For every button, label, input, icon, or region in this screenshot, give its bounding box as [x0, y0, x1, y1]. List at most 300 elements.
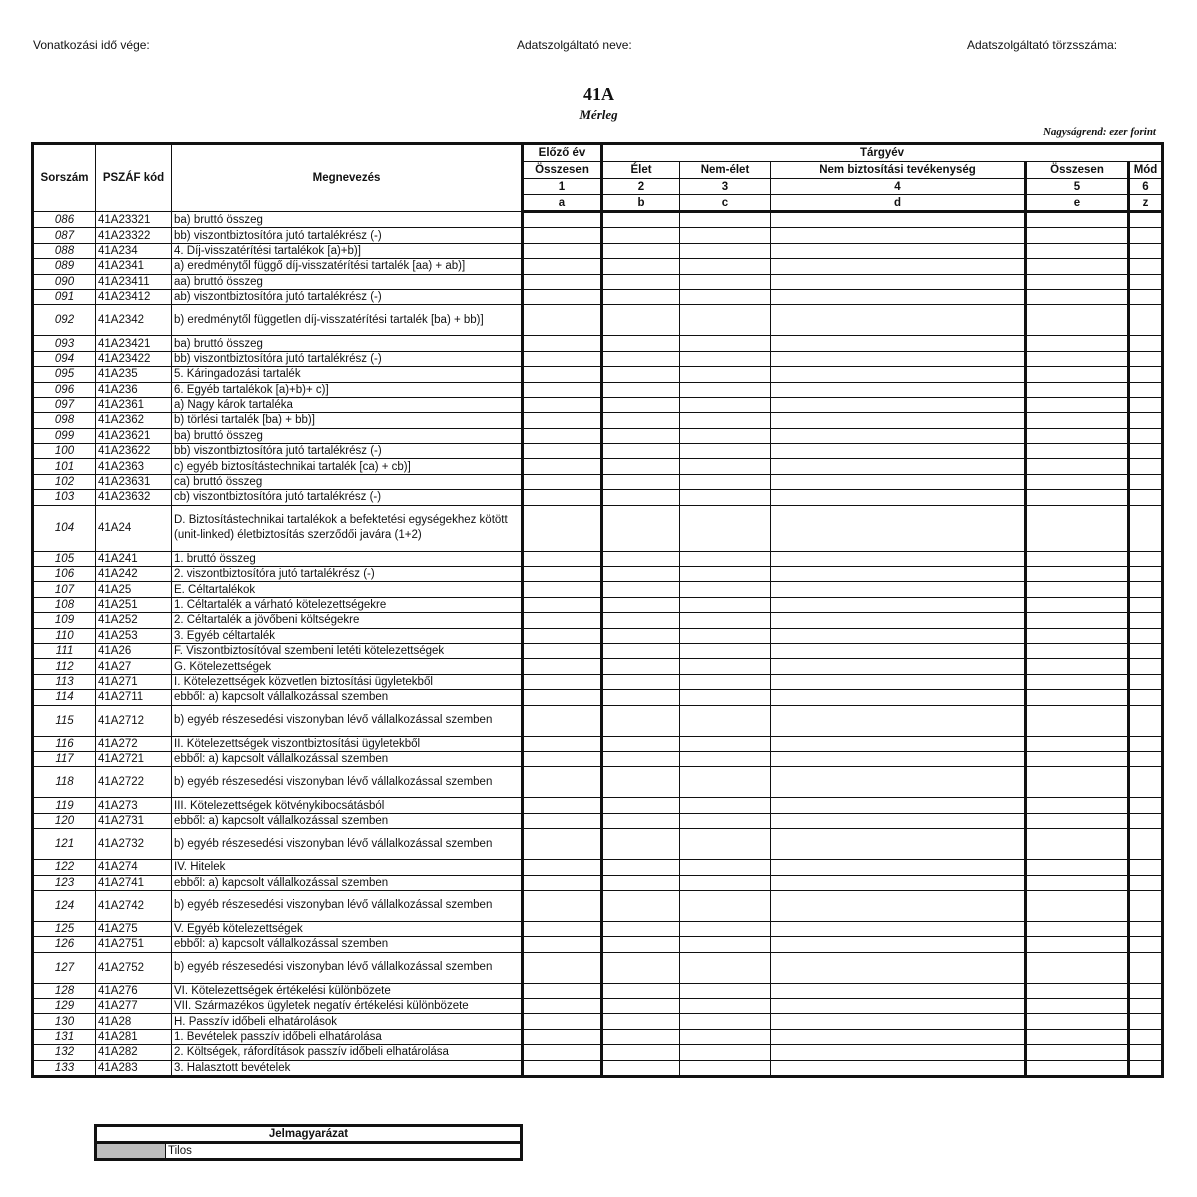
cell-elet[interactable] [602, 705, 680, 736]
cell-mod[interactable] [1129, 643, 1163, 658]
cell-mod[interactable] [1129, 274, 1163, 289]
cell-osszesen[interactable] [1026, 336, 1129, 351]
cell-osszesen[interactable] [1026, 829, 1129, 860]
cell-elet[interactable] [602, 336, 680, 351]
cell-osszesen[interactable] [1026, 659, 1129, 674]
cell-mod[interactable] [1129, 890, 1163, 921]
cell-elet[interactable] [602, 860, 680, 875]
cell-prev-total[interactable] [523, 351, 602, 366]
cell-nem-biztositasi[interactable] [771, 228, 1026, 243]
cell-prev-total[interactable] [523, 490, 602, 505]
cell-nem-elet[interactable] [680, 1014, 771, 1029]
cell-osszesen[interactable] [1026, 643, 1129, 658]
cell-mod[interactable] [1129, 921, 1163, 936]
cell-osszesen[interactable] [1026, 428, 1129, 443]
cell-osszesen[interactable] [1026, 274, 1129, 289]
cell-mod[interactable] [1129, 567, 1163, 582]
cell-prev-total[interactable] [523, 551, 602, 566]
cell-nem-elet[interactable] [680, 505, 771, 551]
cell-osszesen[interactable] [1026, 983, 1129, 998]
cell-osszesen[interactable] [1026, 1014, 1129, 1029]
cell-elet[interactable] [602, 351, 680, 366]
cell-nem-elet[interactable] [680, 921, 771, 936]
cell-mod[interactable] [1129, 397, 1163, 412]
row-code: 41A2732 [96, 829, 172, 860]
cell-nem-elet[interactable] [680, 474, 771, 489]
cell-nem-elet[interactable] [680, 798, 771, 813]
cell-nem-biztositasi[interactable] [771, 798, 1026, 813]
cell-osszesen[interactable] [1026, 613, 1129, 628]
cell-prev-total[interactable] [523, 567, 602, 582]
cell-elet[interactable] [602, 999, 680, 1014]
cell-elet[interactable] [602, 413, 680, 428]
cell-prev-total[interactable] [523, 397, 602, 412]
cell-nem-biztositasi[interactable] [771, 829, 1026, 860]
cell-mod[interactable] [1129, 1060, 1163, 1076]
cell-osszesen[interactable] [1026, 289, 1129, 304]
cell-nem-elet[interactable] [680, 860, 771, 875]
cell-elet[interactable] [602, 567, 680, 582]
cell-prev-total[interactable] [523, 628, 602, 643]
cell-prev-total[interactable] [523, 1014, 602, 1029]
cell-prev-total[interactable] [523, 751, 602, 766]
cell-prev-total[interactable] [523, 690, 602, 705]
cell-osszesen[interactable] [1026, 367, 1129, 382]
cell-mod[interactable] [1129, 1029, 1163, 1044]
cell-nem-elet[interactable] [680, 567, 771, 582]
cell-mod[interactable] [1129, 413, 1163, 428]
cell-nem-biztositasi[interactable] [771, 736, 1026, 751]
cell-nem-elet[interactable] [680, 597, 771, 612]
cell-mod[interactable] [1129, 444, 1163, 459]
cell-prev-total[interactable] [523, 1029, 602, 1044]
cell-nem-biztositasi[interactable] [771, 459, 1026, 474]
cell-mod[interactable] [1129, 798, 1163, 813]
cell-nem-biztositasi[interactable] [771, 1029, 1026, 1044]
cell-nem-biztositasi[interactable] [771, 428, 1026, 443]
cell-elet[interactable] [602, 551, 680, 566]
cell-elet[interactable] [602, 382, 680, 397]
cell-nem-biztositasi[interactable] [771, 259, 1026, 274]
cell-nem-biztositasi[interactable] [771, 813, 1026, 828]
cell-elet[interactable] [602, 983, 680, 998]
cell-nem-biztositasi[interactable] [771, 643, 1026, 658]
cell-osszesen[interactable] [1026, 813, 1129, 828]
cell-osszesen[interactable] [1026, 259, 1129, 274]
cell-elet[interactable] [602, 243, 680, 258]
cell-prev-total[interactable] [523, 243, 602, 258]
cell-nem-biztositasi[interactable] [771, 567, 1026, 582]
cell-mod[interactable] [1129, 597, 1163, 612]
cell-nem-biztositasi[interactable] [771, 628, 1026, 643]
cell-mod[interactable] [1129, 751, 1163, 766]
cell-osszesen[interactable] [1026, 921, 1129, 936]
cell-nem-elet[interactable] [680, 999, 771, 1014]
cell-nem-elet[interactable] [680, 259, 771, 274]
cell-prev-total[interactable] [523, 613, 602, 628]
cell-mod[interactable] [1129, 305, 1163, 336]
cell-prev-total[interactable] [523, 674, 602, 689]
cell-nem-elet[interactable] [680, 428, 771, 443]
cell-nem-elet[interactable] [680, 736, 771, 751]
cell-mod[interactable] [1129, 829, 1163, 860]
cell-nem-elet[interactable] [680, 382, 771, 397]
cell-nem-elet[interactable] [680, 952, 771, 983]
cell-osszesen[interactable] [1026, 767, 1129, 798]
cell-prev-total[interactable] [523, 444, 602, 459]
cell-nem-biztositasi[interactable] [771, 490, 1026, 505]
cell-nem-elet[interactable] [680, 459, 771, 474]
cell-mod[interactable] [1129, 659, 1163, 674]
cell-prev-total[interactable] [523, 597, 602, 612]
cell-nem-biztositasi[interactable] [771, 952, 1026, 983]
cell-osszesen[interactable] [1026, 674, 1129, 689]
cell-prev-total[interactable] [523, 829, 602, 860]
cell-nem-biztositasi[interactable] [771, 382, 1026, 397]
cell-mod[interactable] [1129, 382, 1163, 397]
cell-prev-total[interactable] [523, 999, 602, 1014]
cell-nem-biztositasi[interactable] [771, 875, 1026, 890]
cell-nem-elet[interactable] [680, 444, 771, 459]
table-row [33, 444, 1163, 459]
cell-nem-biztositasi[interactable] [771, 444, 1026, 459]
cell-mod[interactable] [1129, 860, 1163, 875]
cell-osszesen[interactable] [1026, 459, 1129, 474]
cell-mod[interactable] [1129, 813, 1163, 828]
cell-elet[interactable] [602, 582, 680, 597]
cell-prev-total[interactable] [523, 382, 602, 397]
table-row [33, 490, 1163, 505]
cell-nem-biztositasi[interactable] [771, 582, 1026, 597]
cell-prev-total[interactable] [523, 1060, 602, 1076]
cell-elet[interactable] [602, 212, 680, 228]
cell-osszesen[interactable] [1026, 567, 1129, 582]
cell-elet[interactable] [602, 674, 680, 689]
cell-nem-elet[interactable] [680, 659, 771, 674]
cell-osszesen[interactable] [1026, 444, 1129, 459]
cell-osszesen[interactable] [1026, 474, 1129, 489]
cell-osszesen[interactable] [1026, 382, 1129, 397]
cell-nem-biztositasi[interactable] [771, 212, 1026, 228]
cell-elet[interactable] [602, 767, 680, 798]
cell-prev-total[interactable] [523, 274, 602, 289]
cell-osszesen[interactable] [1026, 751, 1129, 766]
cell-elet[interactable] [602, 597, 680, 612]
cell-mod[interactable] [1129, 999, 1163, 1014]
cell-nem-elet[interactable] [680, 1029, 771, 1044]
cell-prev-total[interactable] [523, 952, 602, 983]
cell-nem-elet[interactable] [680, 937, 771, 952]
cell-mod[interactable] [1129, 428, 1163, 443]
cell-elet[interactable] [602, 952, 680, 983]
cell-mod[interactable] [1129, 490, 1163, 505]
cell-nem-elet[interactable] [680, 813, 771, 828]
cell-nem-biztositasi[interactable] [771, 351, 1026, 366]
cell-osszesen[interactable] [1026, 597, 1129, 612]
table-row [33, 659, 1163, 674]
cell-prev-total[interactable] [523, 813, 602, 828]
cell-elet[interactable] [602, 798, 680, 813]
cell-elet[interactable] [602, 305, 680, 336]
cell-nem-elet[interactable] [680, 643, 771, 658]
cell-mod[interactable] [1129, 767, 1163, 798]
row-number: 130 [33, 1014, 96, 1029]
cell-nem-biztositasi[interactable] [771, 274, 1026, 289]
cell-elet[interactable] [602, 690, 680, 705]
cell-osszesen[interactable] [1026, 243, 1129, 258]
cell-mod[interactable] [1129, 875, 1163, 890]
cell-osszesen[interactable] [1026, 952, 1129, 983]
cell-prev-total[interactable] [523, 643, 602, 658]
cell-osszesen[interactable] [1026, 505, 1129, 551]
cell-prev-total[interactable] [523, 305, 602, 336]
cell-nem-elet[interactable] [680, 397, 771, 412]
cell-osszesen[interactable] [1026, 397, 1129, 412]
cell-osszesen[interactable] [1026, 490, 1129, 505]
cell-mod[interactable] [1129, 1045, 1163, 1060]
cell-nem-elet[interactable] [680, 551, 771, 566]
cell-elet[interactable] [602, 259, 680, 274]
cell-nem-elet[interactable] [680, 289, 771, 304]
cell-prev-total[interactable] [523, 875, 602, 890]
cell-mod[interactable] [1129, 243, 1163, 258]
cell-nem-elet[interactable] [680, 351, 771, 366]
cell-prev-total[interactable] [523, 860, 602, 875]
cell-nem-elet[interactable] [680, 875, 771, 890]
cell-nem-biztositasi[interactable] [771, 305, 1026, 336]
cell-prev-total[interactable] [523, 413, 602, 428]
cell-elet[interactable] [602, 444, 680, 459]
cell-nem-elet[interactable] [680, 490, 771, 505]
cell-prev-total[interactable] [523, 228, 602, 243]
cell-osszesen[interactable] [1026, 351, 1129, 366]
cell-nem-elet[interactable] [680, 243, 771, 258]
cell-prev-total[interactable] [523, 983, 602, 998]
cell-elet[interactable] [602, 921, 680, 936]
cell-nem-biztositasi[interactable] [771, 243, 1026, 258]
cell-mod[interactable] [1129, 613, 1163, 628]
cell-osszesen[interactable] [1026, 413, 1129, 428]
cell-mod[interactable] [1129, 952, 1163, 983]
cell-nem-biztositasi[interactable] [771, 597, 1026, 612]
cell-nem-elet[interactable] [680, 890, 771, 921]
cell-elet[interactable] [602, 937, 680, 952]
cell-nem-elet[interactable] [680, 613, 771, 628]
cell-osszesen[interactable] [1026, 736, 1129, 751]
cell-nem-elet[interactable] [680, 582, 771, 597]
cell-elet[interactable] [602, 813, 680, 828]
cell-nem-biztositasi[interactable] [771, 1045, 1026, 1060]
row-number: 103 [33, 490, 96, 505]
cell-osszesen[interactable] [1026, 999, 1129, 1014]
cell-elet[interactable] [602, 367, 680, 382]
cell-prev-total[interactable] [523, 367, 602, 382]
cell-nem-biztositasi[interactable] [771, 983, 1026, 998]
row-code: 41A2751 [96, 937, 172, 952]
cell-mod[interactable] [1129, 705, 1163, 736]
cell-osszesen[interactable] [1026, 1029, 1129, 1044]
cell-mod[interactable] [1129, 674, 1163, 689]
cell-elet[interactable] [602, 751, 680, 766]
cell-prev-total[interactable] [523, 428, 602, 443]
cell-osszesen[interactable] [1026, 860, 1129, 875]
cell-nem-elet[interactable] [680, 829, 771, 860]
cell-elet[interactable] [602, 659, 680, 674]
cell-prev-total[interactable] [523, 659, 602, 674]
cell-osszesen[interactable] [1026, 690, 1129, 705]
row-number: 095 [33, 367, 96, 382]
cell-osszesen[interactable] [1026, 890, 1129, 921]
cell-nem-elet[interactable] [680, 367, 771, 382]
cell-elet[interactable] [602, 1029, 680, 1044]
cell-nem-biztositasi[interactable] [771, 1014, 1026, 1029]
cell-nem-biztositasi[interactable] [771, 336, 1026, 351]
cell-prev-total[interactable] [523, 921, 602, 936]
cell-nem-biztositasi[interactable] [771, 690, 1026, 705]
cell-elet[interactable] [602, 1060, 680, 1076]
cell-prev-total[interactable] [523, 736, 602, 751]
cell-elet[interactable] [602, 643, 680, 658]
cell-nem-biztositasi[interactable] [771, 289, 1026, 304]
cell-prev-total[interactable] [523, 890, 602, 921]
cell-mod[interactable] [1129, 505, 1163, 551]
cell-nem-biztositasi[interactable] [771, 413, 1026, 428]
cell-elet[interactable] [602, 474, 680, 489]
cell-osszesen[interactable] [1026, 305, 1129, 336]
cell-mod[interactable] [1129, 259, 1163, 274]
cell-elet[interactable] [602, 459, 680, 474]
cell-nem-biztositasi[interactable] [771, 751, 1026, 766]
cell-osszesen[interactable] [1026, 228, 1129, 243]
cell-mod[interactable] [1129, 690, 1163, 705]
cell-nem-elet[interactable] [680, 305, 771, 336]
cell-elet[interactable] [602, 736, 680, 751]
cell-nem-elet[interactable] [680, 413, 771, 428]
cell-mod[interactable] [1129, 289, 1163, 304]
cell-nem-biztositasi[interactable] [771, 705, 1026, 736]
cell-mod[interactable] [1129, 937, 1163, 952]
cell-nem-elet[interactable] [680, 751, 771, 766]
cell-nem-elet[interactable] [680, 674, 771, 689]
cell-elet[interactable] [602, 890, 680, 921]
cell-nem-biztositasi[interactable] [771, 505, 1026, 551]
cell-nem-biztositasi[interactable] [771, 474, 1026, 489]
cell-osszesen[interactable] [1026, 1045, 1129, 1060]
cell-prev-total[interactable] [523, 767, 602, 798]
cell-prev-total[interactable] [523, 505, 602, 551]
cell-nem-biztositasi[interactable] [771, 890, 1026, 921]
cell-osszesen[interactable] [1026, 628, 1129, 643]
cell-prev-total[interactable] [523, 798, 602, 813]
cell-nem-biztositasi[interactable] [771, 674, 1026, 689]
cell-elet[interactable] [602, 274, 680, 289]
cell-elet[interactable] [602, 289, 680, 304]
cell-mod[interactable] [1129, 459, 1163, 474]
cell-nem-biztositasi[interactable] [771, 999, 1026, 1014]
cell-elet[interactable] [602, 1014, 680, 1029]
cell-elet[interactable] [602, 875, 680, 890]
cell-mod[interactable] [1129, 474, 1163, 489]
cell-mod[interactable] [1129, 1014, 1163, 1029]
cell-prev-total[interactable] [523, 459, 602, 474]
cell-nem-biztositasi[interactable] [771, 551, 1026, 566]
cell-prev-total[interactable] [523, 212, 602, 228]
cell-nem-elet[interactable] [680, 1060, 771, 1076]
cell-osszesen[interactable] [1026, 212, 1129, 228]
cell-elet[interactable] [602, 613, 680, 628]
cell-osszesen[interactable] [1026, 582, 1129, 597]
cell-nem-elet[interactable] [680, 628, 771, 643]
cell-nem-biztositasi[interactable] [771, 921, 1026, 936]
cell-nem-elet[interactable] [680, 1045, 771, 1060]
cell-elet[interactable] [602, 228, 680, 243]
cell-elet[interactable] [602, 397, 680, 412]
cell-nem-elet[interactable] [680, 274, 771, 289]
cell-mod[interactable] [1129, 367, 1163, 382]
cell-elet[interactable] [602, 490, 680, 505]
cell-prev-total[interactable] [523, 289, 602, 304]
cell-mod[interactable] [1129, 212, 1163, 228]
cell-osszesen[interactable] [1026, 551, 1129, 566]
cell-prev-total[interactable] [523, 705, 602, 736]
cell-osszesen[interactable] [1026, 875, 1129, 890]
cell-mod[interactable] [1129, 228, 1163, 243]
cell-nem-elet[interactable] [680, 228, 771, 243]
cell-mod[interactable] [1129, 628, 1163, 643]
cell-elet[interactable] [602, 505, 680, 551]
cell-nem-biztositasi[interactable] [771, 659, 1026, 674]
cell-nem-biztositasi[interactable] [771, 767, 1026, 798]
cell-prev-total[interactable] [523, 336, 602, 351]
cell-nem-biztositasi[interactable] [771, 367, 1026, 382]
cell-mod[interactable] [1129, 336, 1163, 351]
cell-osszesen[interactable] [1026, 1060, 1129, 1076]
form-code: 41A [583, 84, 614, 104]
cell-prev-total[interactable] [523, 937, 602, 952]
cell-prev-total[interactable] [523, 259, 602, 274]
col-letter: a [523, 195, 602, 212]
cell-mod[interactable] [1129, 551, 1163, 566]
cell-prev-total[interactable] [523, 582, 602, 597]
cell-osszesen[interactable] [1026, 798, 1129, 813]
cell-nem-biztositasi[interactable] [771, 937, 1026, 952]
cell-nem-elet[interactable] [680, 212, 771, 228]
cell-nem-elet[interactable] [680, 705, 771, 736]
cell-mod[interactable] [1129, 983, 1163, 998]
cell-osszesen[interactable] [1026, 705, 1129, 736]
cell-nem-biztositasi[interactable] [771, 613, 1026, 628]
row-code: 41A23632 [96, 490, 172, 505]
row-code: 41A23631 [96, 474, 172, 489]
cell-nem-biztositasi[interactable] [771, 860, 1026, 875]
cell-nem-elet[interactable] [680, 767, 771, 798]
cell-elet[interactable] [602, 428, 680, 443]
cell-nem-biztositasi[interactable] [771, 1060, 1026, 1076]
cell-elet[interactable] [602, 1045, 680, 1060]
cell-nem-elet[interactable] [680, 983, 771, 998]
cell-mod[interactable] [1129, 351, 1163, 366]
cell-elet[interactable] [602, 628, 680, 643]
cell-prev-total[interactable] [523, 474, 602, 489]
cell-mod[interactable] [1129, 582, 1163, 597]
cell-nem-biztositasi[interactable] [771, 397, 1026, 412]
cell-osszesen[interactable] [1026, 937, 1129, 952]
cell-nem-elet[interactable] [680, 336, 771, 351]
cell-elet[interactable] [602, 829, 680, 860]
cell-nem-elet[interactable] [680, 690, 771, 705]
cell-mod[interactable] [1129, 736, 1163, 751]
cell-prev-total[interactable] [523, 1045, 602, 1060]
